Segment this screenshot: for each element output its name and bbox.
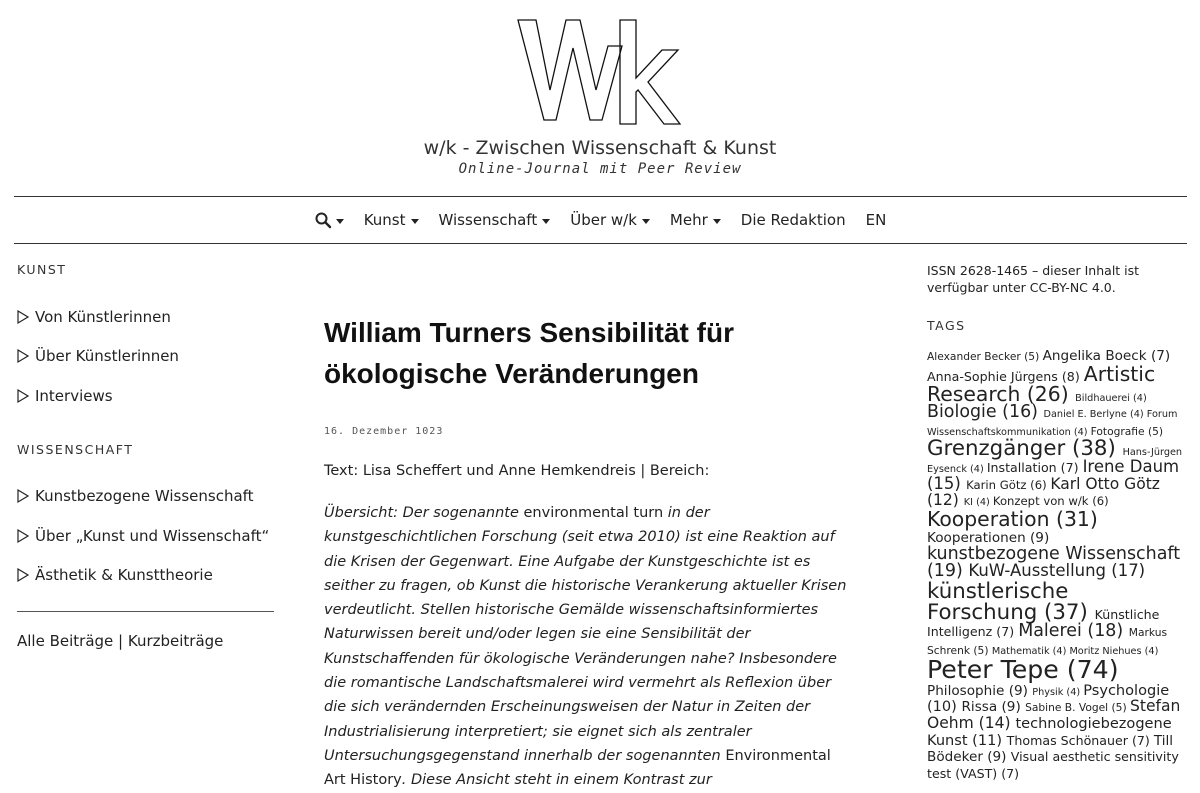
sidebar-item-label: Über „Kunst und Wissenschaft“ (35, 526, 270, 545)
tag-count: (5) (970, 643, 992, 657)
tag-count: (4) (966, 464, 987, 476)
sidebar-heading-wissenschaft: WISSENSCHAFT (17, 441, 134, 457)
sidebar-heading-kunst: KUNST (17, 262, 67, 277)
sidebar-item-label: Kunstbezogene Wissenschaft (35, 487, 254, 506)
tag-link[interactable]: Anna-Sophie Jürgens (927, 368, 1058, 384)
tag-link[interactable]: Forum Wissenschaftskommunikation (927, 409, 1178, 438)
tag-count: (9) (1025, 530, 1050, 547)
tag-link[interactable]: Visual aesthetic sensitivity test (VAST) (927, 749, 1179, 781)
tag-link[interactable]: Künstliche Intelligenz (927, 606, 1160, 640)
tag-count: (14) (973, 714, 1016, 733)
tag-link[interactable]: Biologie (927, 402, 997, 423)
tag-link[interactable]: Thomas Schönauer (1006, 732, 1128, 748)
tag-count: (9) (1004, 682, 1033, 699)
tag-count: (12) (927, 491, 964, 510)
tags-heading: TAGS (927, 318, 966, 333)
tag-count: (4) (1126, 409, 1147, 421)
tag-count: (5) (1020, 350, 1043, 363)
tag-link[interactable]: Karin Götz (966, 477, 1027, 492)
tag-link[interactable]: Philosophie (927, 682, 1005, 699)
nav-redaktion[interactable] (741, 211, 846, 229)
issn-license-notice: ISSN 2628-1465 – dieser Inhalt ist verfügbar unter CC-BY-NC 4.0. (927, 263, 1140, 295)
abstract-text-part: Environmental Art History (324, 747, 831, 789)
tag-count: (4) (973, 497, 993, 509)
sidebar-item-label: Von Künstlerinnen (35, 307, 171, 326)
right-sidebar (927, 262, 1183, 781)
tag-link[interactable]: Konzept von w/k (992, 494, 1089, 509)
site-title[interactable]: w/k - Zwischen Wissenschaft & Kunst (423, 137, 777, 159)
tag-count: (5) (1144, 424, 1164, 438)
tag-count: (5) (1108, 701, 1131, 715)
tag-link[interactable]: Installation (986, 460, 1057, 476)
tag-link[interactable]: Malerei (1018, 621, 1082, 642)
sidebar-list-wissenschaft (17, 477, 274, 596)
tag-count: (7) (992, 624, 1019, 640)
site-subtitle: Online-Journal mit Peer Review (458, 161, 742, 177)
tag-count: (10) (927, 698, 962, 716)
chevron-down-icon (411, 219, 419, 224)
tag-link[interactable]: Peter Tepe (927, 654, 1059, 684)
article-date: 16. Dezember 1023 (324, 426, 444, 437)
tag-count: (16) (996, 402, 1044, 423)
nav-ueber-wk-label: Über w/k (570, 211, 637, 229)
tag-link[interactable]: kunstbezogene Wissenschaft (927, 543, 1181, 564)
article-byline: Text: Lisa Scheffert und Anne Hemkendreis | Bereich: (324, 463, 710, 479)
tag-link[interactable]: technologiebezogene Kunst (927, 715, 1172, 749)
sidebar-item-label: Interviews (35, 386, 113, 405)
search-icon (315, 212, 331, 228)
triangle-right-icon (17, 529, 29, 543)
tag-count: (15) (927, 473, 967, 493)
sidebar-divider (17, 611, 274, 612)
sidebar-item-aesthetik-kunsttheorie[interactable] (17, 556, 274, 596)
sidebar-item-interviews[interactable] (17, 376, 274, 416)
nav-kunst[interactable] (364, 211, 419, 229)
tag-link[interactable]: Psychologie (1083, 681, 1170, 699)
tag-link[interactable]: Kooperation (927, 506, 1050, 531)
tag-link[interactable]: Fotografie (1090, 424, 1145, 438)
tag-link[interactable]: Irene Daum (1082, 457, 1180, 477)
tag-link[interactable]: Markus Schrenk (927, 626, 1168, 657)
tag-count: (31) (1049, 506, 1098, 531)
tag-count: (8) (1057, 368, 1084, 384)
tag-link[interactable]: Rissa (961, 699, 998, 716)
tag-count: (6) (1088, 494, 1109, 509)
tag-link[interactable]: Alexander Becker (927, 350, 1021, 363)
tag-count: (6) (1026, 477, 1051, 492)
tag-cloud (927, 347, 1183, 781)
triangle-right-icon (17, 568, 29, 582)
nav-language-en[interactable] (866, 211, 887, 229)
tag-count: (4) (1070, 426, 1091, 438)
tag-count: (9) (982, 749, 1011, 766)
tag-count: (4) (1141, 645, 1159, 657)
nav-kunst-label: Kunst (363, 211, 406, 229)
tag-count: (74) (1058, 654, 1119, 684)
abstract-text-part: . Diese Ansicht steht in einem Kontrast zur (401, 772, 712, 789)
triangle-right-icon (17, 489, 29, 503)
tag-count: (7) (1127, 732, 1154, 748)
tag-count: (19) (927, 561, 969, 582)
tag-count: (9) (997, 699, 1026, 716)
article-title: William Turners Sensibilität für ökologische Veränderungen (324, 317, 734, 389)
nav-wissenschaft[interactable] (439, 211, 551, 229)
tag-link[interactable]: Stefan Oehm (927, 697, 1181, 733)
nav-ueber-wk[interactable] (570, 211, 650, 229)
nav-redaktion-label: Die Redaktion (740, 211, 846, 229)
nav-mehr[interactable] (670, 211, 721, 229)
sidebar-item-label: Ästhetik & Kunsttheorie (35, 566, 213, 585)
triangle-right-icon (17, 310, 29, 324)
tag-link[interactable]: Hans-Jürgen Eysenck (927, 446, 1183, 476)
tag-link[interactable]: Physik (1032, 686, 1064, 698)
sidebar-links-alle-kurz[interactable]: Alle Beiträge | Kurzbeiträge (17, 632, 224, 650)
chevron-down-icon (642, 219, 650, 224)
chevron-down-icon (336, 219, 344, 224)
tag-link[interactable]: Sabine B. Vogel (1025, 701, 1109, 715)
tag-count: (38) (1065, 435, 1123, 461)
article-abstract (324, 501, 854, 793)
tag-link[interactable]: KI (963, 497, 974, 509)
tag-link[interactable]: Mathematik (991, 645, 1050, 657)
tag-link[interactable]: Karl Otto Götz (1050, 474, 1160, 493)
tag-count: (18) (1081, 621, 1129, 642)
sidebar-item-ueber-kunst-und-wissenschaft[interactable] (17, 516, 274, 556)
tag-link[interactable]: Bildhauerei (1075, 392, 1130, 404)
site-logo[interactable] (516, 16, 684, 128)
tag-count: (7) (997, 765, 1020, 781)
tag-count: (17) (1106, 561, 1146, 581)
abstract-text-part: environmental turn (523, 505, 664, 521)
chevron-down-icon (542, 219, 550, 224)
tag-count: (4) (1049, 645, 1070, 657)
sidebar-item-kunstbezogene-wissenschaft[interactable] (17, 477, 274, 517)
tag-count: (26) (1020, 381, 1076, 406)
abstract-text-part: Übersicht: Der sogenannte (324, 505, 524, 521)
site-header (0, 0, 1200, 196)
sidebar-list-kunst (17, 297, 274, 416)
tag-count: (11) (967, 731, 1007, 749)
tag-count: (7) (1146, 348, 1171, 364)
tag-link[interactable]: Daniel E. Berlyne (1043, 409, 1127, 421)
nav-language-label: EN (865, 211, 887, 229)
sidebar-item-ueber-kuenstlerinnen[interactable] (17, 337, 274, 377)
tag-link[interactable]: Artistic Research (927, 361, 1156, 406)
abstract-text-part: in der kunstgeschichtlichen Forschung (seit etwa 2010) ist eine Reaktion auf die Krisen der Gegenwart. Eine Aufgabe der Kunstgeschichte ist es seither zu fragen, ob Kunst die historische Verankerung aktueller Krisen verdeutlicht. Stellen historische Gemälde wissenschaftsinformiertes Naturwissen bereit und/oder legen sie eine Sensibilität der Kunstschaffenden für ökologische Veränderungen nahe? Insbesondere die romantische Landschaftsmalerei wird vermehrt als Reflexion über die sich verändernden Erscheinungsweisen der Natur in Zeiten der Industrialisierung interpretiert; sie eignet sich als zentraler Untersuchungsgegenstand innerhalb der sogenannten (324, 505, 847, 764)
tag-count: (4) (1063, 686, 1084, 698)
tag-link[interactable]: Grenzgänger (927, 435, 1066, 461)
tag-link[interactable]: Moritz Niehues (1069, 645, 1142, 657)
nav-mehr-label: Mehr (669, 211, 708, 229)
left-sidebar (17, 262, 274, 650)
nav-wissenschaft-label: Wissenschaft (438, 211, 538, 229)
tag-link[interactable]: künstlerische Forschung (927, 578, 1069, 625)
sidebar-item-label: Über Künstlerinnen (35, 347, 179, 366)
tag-link[interactable]: Angelika Boeck (1042, 348, 1147, 364)
sidebar-item-von-kuenstlerinnen[interactable] (17, 297, 274, 337)
tag-count: (4) (1129, 392, 1147, 404)
tag-link[interactable]: Till Bödeker (927, 732, 1174, 766)
tag-count: (7) (1056, 460, 1083, 476)
chevron-down-icon (713, 219, 721, 224)
tag-count: (37) (1037, 599, 1095, 625)
triangle-right-icon (17, 349, 29, 363)
article-main (324, 312, 854, 793)
tag-link[interactable]: Kooperationen (927, 530, 1026, 547)
nav-search[interactable] (315, 212, 344, 228)
triangle-right-icon (17, 389, 29, 403)
main-navigation (14, 196, 1187, 244)
tag-link[interactable]: KuW-Ausstellung (968, 561, 1107, 581)
